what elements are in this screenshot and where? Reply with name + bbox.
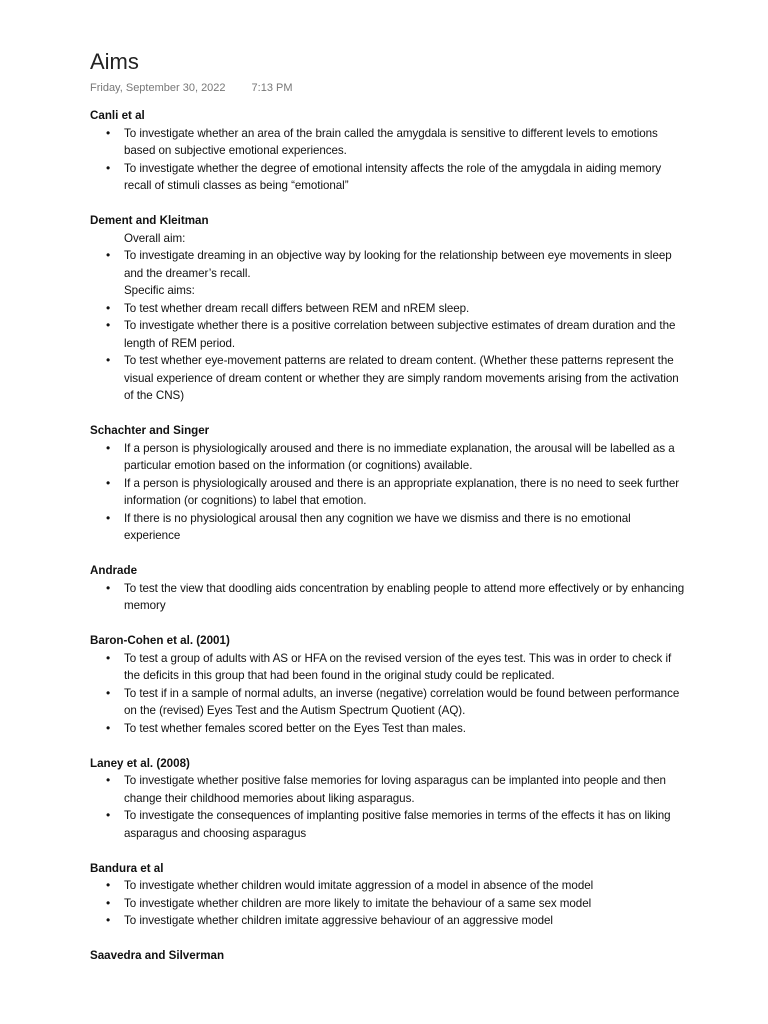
aims-list <box>90 125 690 195</box>
study-section <box>90 422 690 545</box>
aims-list <box>90 877 690 930</box>
aim-bullet-item: • To test if in a sample of normal adults, an inverse (negative) correlation would be found between performance on the (revised) Eyes Test and the Autism Spectrum Quotient (AQ). <box>90 685 690 720</box>
aim-bullet-item: • To test whether females scored better on the Eyes Test than males. <box>90 720 690 738</box>
aim-bullet-item: • To test whether eye-movement patterns are related to dream content. (Whether these patterns represent the visual experience of dream content or whether they are simply random movements arising from the activation of the CNS) <box>90 352 690 405</box>
study-heading: Laney et al. (2008) <box>90 756 190 770</box>
study-section <box>90 562 690 615</box>
study-heading: Andrade <box>90 564 138 577</box>
note-time: 7:13 PM <box>251 82 293 94</box>
study-section <box>90 107 690 195</box>
aim-bullet-item: • To investigate dreaming in an objective way by looking for the relationship between eye movements in sleep and the dreamer’s recall. <box>90 247 690 282</box>
aim-subheading: Specific aims: <box>124 284 195 297</box>
aim-bullet-item: • To investigate whether children are more likely to imitate the behaviour of a same sex model <box>90 895 690 913</box>
note-page <box>90 48 690 982</box>
aim-bullet-item: • To investigate whether children imitate aggressive behaviour of an aggressive model <box>90 912 690 930</box>
aims-list <box>90 650 690 738</box>
study-section <box>90 755 690 843</box>
page-title[interactable]: Aims <box>90 49 139 74</box>
aim-bullet-item: • To investigate whether the degree of emotional intensity affects the role of the amygdala in aiding memory recall of stimuli classes as being “emotional” <box>90 160 690 195</box>
aim-bullet-item: • To test the view that doodling aids concentration by enabling people to attend more effectively or by enhancing memory <box>90 580 690 615</box>
aims-list <box>90 230 690 405</box>
aim-bullet-item: • If a person is physiologically aroused and there is no immediate explanation, the arousal will be labelled as a particular emotion based on the information (or cognitions) available. <box>90 440 690 475</box>
aim-bullet-item: • If a person is physiologically aroused and there is an appropriate explanation, there is no need to seek further information (or cognitions) to label that emotion. <box>90 475 690 510</box>
aim-bullet-item: • To investigate whether positive false memories for loving asparagus can be implanted into people and then change their childhood memories about liking asparagus. <box>90 772 690 807</box>
note-metadata <box>90 81 690 95</box>
study-heading: Schachter and Singer <box>90 424 210 437</box>
aims-list <box>90 440 690 545</box>
study-heading: Dement and Kleitman <box>90 214 209 227</box>
study-heading: Bandura et al <box>90 861 164 875</box>
note-date: Friday, September 30, 2022 <box>90 82 226 94</box>
study-heading: Canli et al <box>90 109 145 122</box>
aims-list <box>90 580 690 615</box>
study-section <box>90 632 690 737</box>
aim-bullet-item: • To test whether dream recall differs between REM and nREM sleep. <box>90 300 690 318</box>
study-section <box>90 212 690 405</box>
aim-subheading: Overall aim: <box>124 231 186 245</box>
study-heading: Baron-Cohen et al. (2001) <box>90 634 230 647</box>
aim-bullet-item: • To test a group of adults with AS or HFA on the revised version of the eyes test. This was in order to check if the deficits in this group that had been found in the original study could be replicated. <box>90 650 690 685</box>
note-body[interactable] <box>90 107 690 965</box>
aim-bullet-item: • If there is no physiological arousal then any cognition we have we dismiss and there is no emotional experience <box>90 510 690 545</box>
aim-bullet-item: • To investigate whether children would imitate aggression of a model in absence of the model <box>90 877 690 895</box>
aim-bullet-item: • To investigate the consequences of implanting positive false memories in terms of the effects it has on liking asparagus and choosing asparagus <box>90 807 690 842</box>
aim-bullet-item: • To investigate whether an area of the brain called the amygdala is sensitive to different levels to emotions based on subjective emotional experiences. <box>90 125 690 160</box>
aims-list <box>90 772 690 842</box>
study-section <box>90 860 690 930</box>
study-heading: Saavedra and Silverman <box>90 949 225 962</box>
aim-bullet-item: • To investigate whether there is a positive correlation between subjective estimates of dream duration and the length of REM period. <box>90 317 690 352</box>
study-section <box>90 947 690 965</box>
